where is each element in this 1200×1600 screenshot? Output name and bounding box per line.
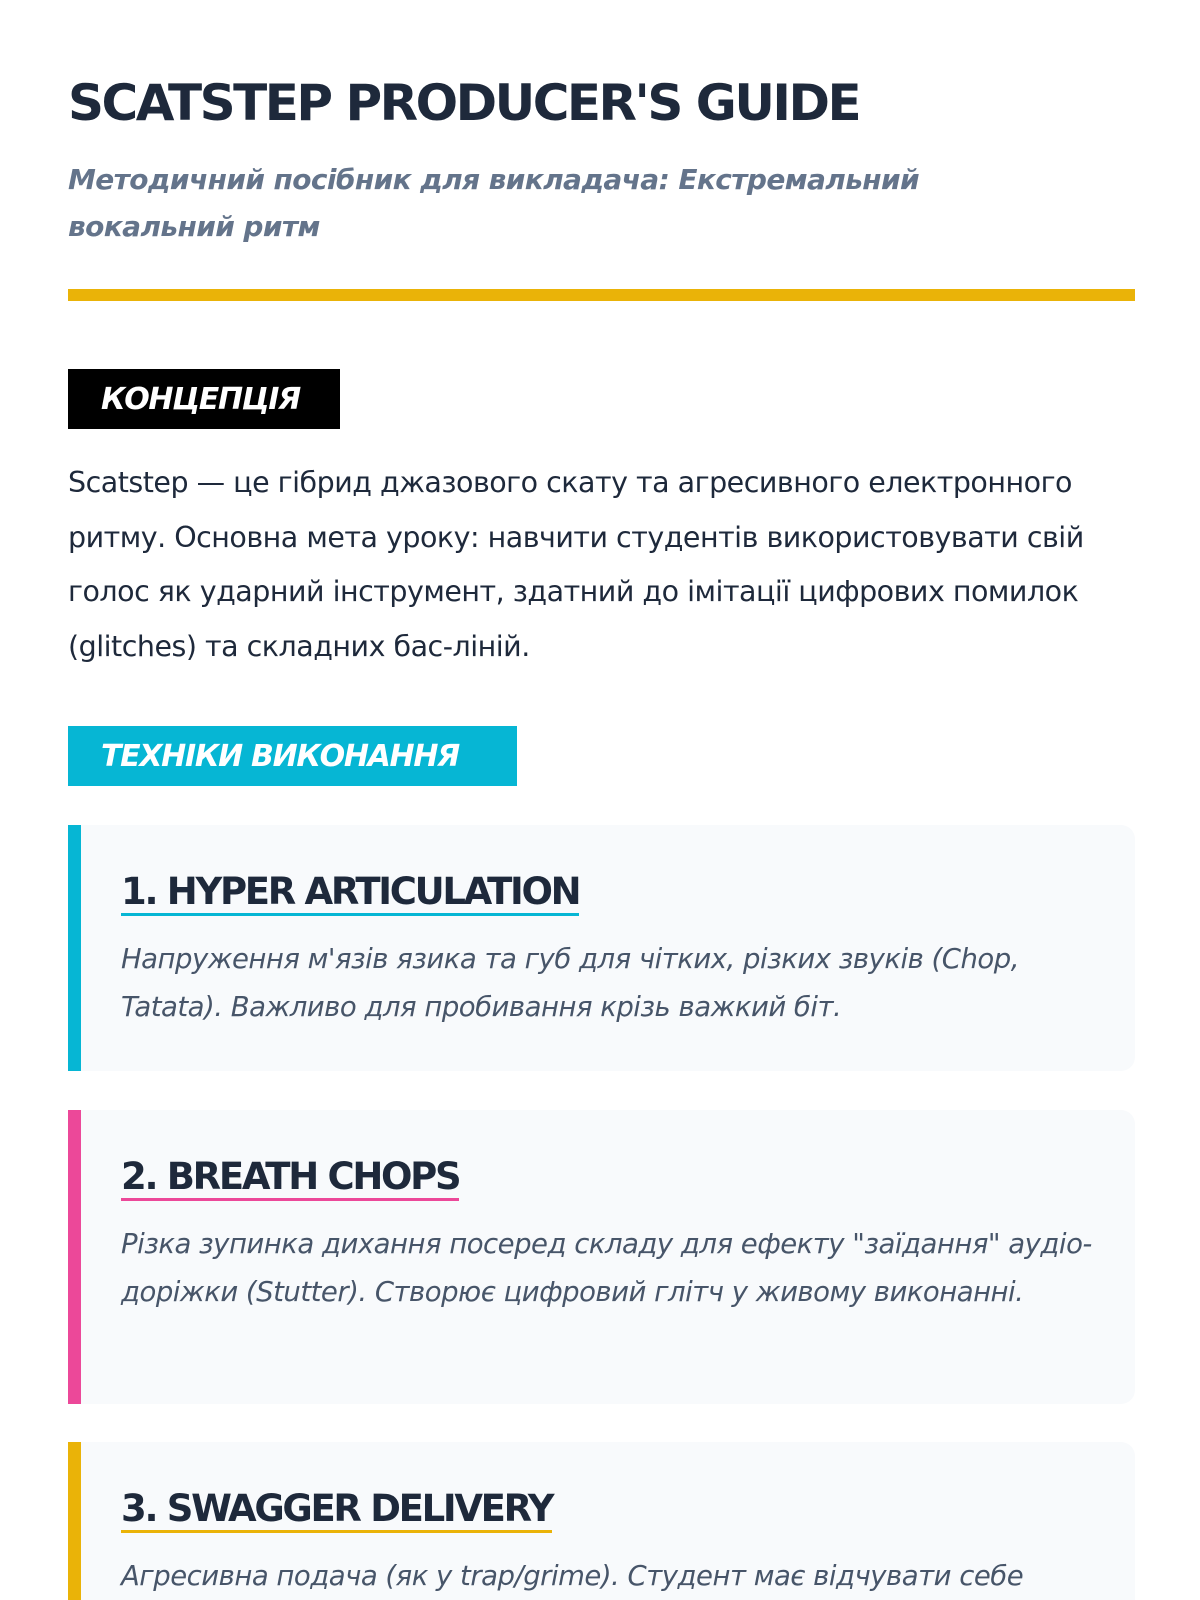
- technique-card-swagger-delivery: [68, 1442, 1135, 1600]
- technique-card-breath-chops: [68, 1110, 1135, 1404]
- technique-card-hyper-articulation: [68, 825, 1135, 1071]
- techniques-section-tag: ТЕХНІКИ ВИКОНАННЯ: [68, 726, 517, 786]
- page-subtitle: Методичний посібник для викладача: Екстремальний вокальний ритм: [68, 163, 920, 243]
- technique-card-description: Напруження м'язів язика та губ для чітких, різких звуків (Chop, Tatata). Важливо для пробивання крізь важкий біт.: [121, 943, 1019, 1023]
- concept-paragraph: Scatstep — це гібрид джазового скату та агресивного електронного ритму. Основна мета уроку: навчити студентів використовувати свій голос як ударний інструмент, здатний до імітації цифрових помилок (glitches) та складних бас-ліній.: [68, 466, 1084, 663]
- technique-card-title-text: 1. HYPER ARTICULATION: [121, 870, 579, 916]
- technique-card-title-text: 2. BREATH CHOPS: [121, 1155, 459, 1201]
- technique-card-title: [121, 1484, 552, 1534]
- title-divider: [68, 289, 1135, 301]
- page-title: SCATSTEP PRODUCER'S GUIDE: [68, 74, 860, 132]
- technique-card-description: Агресивна подача (як у trap/grime). Студент має відчувати себе: [121, 1560, 1024, 1592]
- technique-card-description: Різка зупинка дихання посеред складу для ефекту "заїдання" аудіо-доріжки (Stutter). Створює цифровий глітч у живому виконанні.: [121, 1228, 1092, 1308]
- concept-section-tag: КОНЦЕПЦІЯ: [68, 369, 340, 429]
- technique-card-title: [121, 1152, 459, 1202]
- technique-card-title: [121, 867, 579, 917]
- technique-card-title-text: 3. SWAGGER DELIVERY: [121, 1487, 552, 1533]
